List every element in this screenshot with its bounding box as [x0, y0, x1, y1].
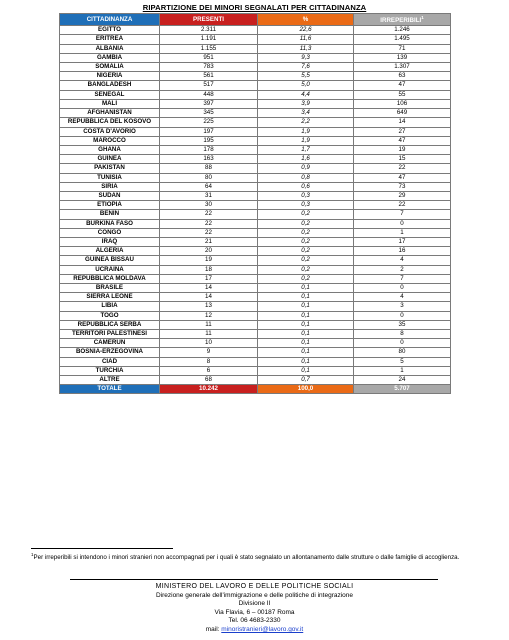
country-cell: MALI: [60, 99, 160, 108]
table-row: [60, 339, 451, 348]
table-row: [60, 219, 451, 228]
present-cell: 12: [160, 311, 258, 320]
mail-label: mail:: [205, 625, 222, 633]
country-cell: MAROCCO: [60, 136, 160, 145]
table-row: [60, 136, 451, 145]
country-cell: ERITREA: [60, 35, 160, 44]
percent-cell: 1,7: [258, 145, 354, 154]
unreachable-cell: 47: [354, 173, 451, 182]
present-cell: 31: [160, 191, 258, 200]
total-present: 10.242: [160, 385, 258, 394]
present-cell: 22: [160, 228, 258, 237]
header-unreachable: [354, 14, 451, 26]
table-row: [60, 265, 451, 274]
present-cell: 64: [160, 182, 258, 191]
country-cell: TUNISIA: [60, 173, 160, 182]
country-cell: TOGO: [60, 311, 160, 320]
country-cell: COSTA D'AVORIO: [60, 127, 160, 136]
table-row: [60, 155, 451, 164]
country-cell: TURCHIA: [60, 366, 160, 375]
percent-cell: 0,3: [258, 191, 354, 200]
unreachable-cell: 1: [354, 228, 451, 237]
country-cell: GUINEA: [60, 155, 160, 164]
percent-cell: 0,8: [258, 173, 354, 182]
table-row: [60, 191, 451, 200]
present-cell: 22: [160, 219, 258, 228]
unreachable-cell: 14: [354, 118, 451, 127]
table-row: [60, 173, 451, 182]
table-row: [60, 145, 451, 154]
percent-cell: 0,3: [258, 201, 354, 210]
footnote-marker: 1: [421, 15, 424, 20]
percent-cell: 0,1: [258, 339, 354, 348]
table-row: [60, 247, 451, 256]
present-cell: 10: [160, 339, 258, 348]
header-country: [60, 14, 160, 26]
percent-cell: 0,2: [258, 274, 354, 283]
country-cell: ALTRE: [60, 375, 160, 384]
present-cell: 17: [160, 274, 258, 283]
country-cell: SIERRA LEONE: [60, 293, 160, 302]
country-cell: SOMALIA: [60, 63, 160, 72]
table-row: [60, 348, 451, 357]
unreachable-cell: 35: [354, 320, 451, 329]
percent-cell: 0,9: [258, 164, 354, 173]
directorate: Direzione generale dell'immigrazione e delle politiche di integrazione: [155, 591, 354, 599]
table-row: [60, 274, 451, 283]
country-cell: GHANA: [60, 145, 160, 154]
table-row: [60, 357, 451, 366]
table-row: [60, 63, 451, 72]
percent-cell: 0,1: [258, 366, 354, 375]
table-row: [60, 90, 451, 99]
present-cell: 397: [160, 99, 258, 108]
table-row: [60, 210, 451, 219]
table-row: [60, 118, 451, 127]
phone: Tel. 06 4683-2330: [228, 617, 281, 625]
footnote-number: 1: [31, 552, 34, 557]
table-row: [60, 81, 451, 90]
present-cell: 1.191: [160, 35, 258, 44]
percent-cell: 5,5: [258, 72, 354, 81]
table-row: [60, 237, 451, 246]
footnote-divider: [31, 548, 173, 549]
unreachable-cell: 4: [354, 256, 451, 265]
unreachable-cell: 7: [354, 274, 451, 283]
present-cell: 6: [160, 366, 258, 375]
present-cell: 1.155: [160, 44, 258, 53]
unreachable-cell: 71: [354, 44, 451, 53]
unreachable-cell: 0: [354, 311, 451, 320]
unreachable-cell: 8: [354, 329, 451, 338]
footer-divider: [70, 579, 438, 580]
present-cell: 2.311: [160, 26, 258, 35]
footnote: [31, 551, 486, 563]
percent-cell: 7,6: [258, 63, 354, 72]
unreachable-cell: 2: [354, 265, 451, 274]
percent-cell: 0,1: [258, 320, 354, 329]
total-label: TOTALE: [60, 385, 160, 394]
table-row: [60, 53, 451, 62]
header-present-label: PRESENTI: [193, 15, 224, 23]
table-row: [60, 366, 451, 375]
country-cell: ALGERIA: [60, 247, 160, 256]
country-cell: GUINEA BISSAU: [60, 256, 160, 265]
percent-cell: 5,0: [258, 81, 354, 90]
country-cell: ALBANIA: [60, 44, 160, 53]
percent-cell: 0,1: [258, 311, 354, 320]
present-cell: 783: [160, 63, 258, 72]
percent-cell: 3,4: [258, 109, 354, 118]
country-cell: CIAD: [60, 357, 160, 366]
table-row: [60, 44, 451, 53]
country-cell: SIRIA: [60, 182, 160, 191]
present-cell: 951: [160, 53, 258, 62]
present-cell: 30: [160, 201, 258, 210]
unreachable-cell: 139: [354, 53, 451, 62]
unreachable-cell: 17: [354, 237, 451, 246]
country-cell: REPUBBLICA SERBA: [60, 320, 160, 329]
percent-cell: 0,1: [258, 348, 354, 357]
header-present: [160, 14, 258, 26]
unreachable-cell: 5: [354, 357, 451, 366]
country-cell: BRASILE: [60, 283, 160, 292]
unreachable-cell: 4: [354, 293, 451, 302]
percent-cell: 11,3: [258, 44, 354, 53]
unreachable-cell: 24: [354, 375, 451, 384]
percent-cell: 0,2: [258, 265, 354, 274]
total-unreachable: 5.707: [354, 385, 451, 394]
percent-cell: 0,1: [258, 293, 354, 302]
country-cell: GAMBIA: [60, 53, 160, 62]
country-cell: REPUBBLICA MOLDAVA: [60, 274, 160, 283]
present-cell: 68: [160, 375, 258, 384]
ministry-name: MINISTERO DEL LAVORO E DELLE POLITICHE SOCIALI: [155, 583, 354, 590]
country-cell: CONGO: [60, 228, 160, 237]
table-row: [60, 72, 451, 81]
percent-cell: 4,4: [258, 90, 354, 99]
present-cell: 11: [160, 329, 258, 338]
unreachable-cell: 19: [354, 145, 451, 154]
percent-cell: 1,6: [258, 155, 354, 164]
present-cell: 20: [160, 247, 258, 256]
table-header-row: [60, 14, 451, 26]
unreachable-cell: 0: [354, 283, 451, 292]
country-cell: PAKISTAN: [60, 164, 160, 173]
present-cell: 163: [160, 155, 258, 164]
percent-cell: 0,2: [258, 256, 354, 265]
percent-cell: 0,1: [258, 302, 354, 311]
country-cell: EGITTO: [60, 26, 160, 35]
footer: [100, 583, 409, 635]
table-row: [60, 164, 451, 173]
country-cell: BENIN: [60, 210, 160, 219]
unreachable-cell: 3: [354, 302, 451, 311]
unreachable-cell: 80: [354, 348, 451, 357]
percent-cell: 0,1: [258, 283, 354, 292]
present-cell: 13: [160, 302, 258, 311]
unreachable-cell: 27: [354, 127, 451, 136]
percent-cell: 0,2: [258, 247, 354, 256]
table-row: [60, 99, 451, 108]
country-cell: IRAQ: [60, 237, 160, 246]
table-row: [60, 109, 451, 118]
table-row: [60, 182, 451, 191]
present-cell: 18: [160, 265, 258, 274]
present-cell: 80: [160, 173, 258, 182]
unreachable-cell: 73: [354, 182, 451, 191]
percent-cell: 0,6: [258, 182, 354, 191]
unreachable-cell: 649: [354, 109, 451, 118]
unreachable-cell: 16: [354, 247, 451, 256]
percent-cell: 11,6: [258, 35, 354, 44]
header-country-label: CITTADINANZA: [86, 15, 133, 23]
table-row: [60, 35, 451, 44]
unreachable-cell: 1.307: [354, 63, 451, 72]
country-cell: REPUBBLICA DEL KOSOVO: [60, 118, 160, 127]
country-cell: SENEGAL: [60, 90, 160, 99]
table-row: [60, 320, 451, 329]
percent-cell: 2,2: [258, 118, 354, 127]
table-row: [60, 201, 451, 210]
unreachable-cell: 106: [354, 99, 451, 108]
table-row: [60, 375, 451, 384]
present-cell: 11: [160, 320, 258, 329]
table-row: [60, 127, 451, 136]
table-row: [60, 26, 451, 35]
unreachable-cell: 47: [354, 81, 451, 90]
present-cell: 9: [160, 348, 258, 357]
unreachable-cell: 15: [354, 155, 451, 164]
page-title: RIPARTIZIONE DEI MINORI SEGNALATI PER CITTADINANZA: [142, 3, 367, 12]
present-cell: 14: [160, 293, 258, 302]
present-cell: 448: [160, 90, 258, 99]
percent-cell: 1,9: [258, 127, 354, 136]
total-percent: 100,0: [258, 385, 354, 394]
unreachable-cell: 47: [354, 136, 451, 145]
unreachable-cell: 29: [354, 191, 451, 200]
table-body: [60, 26, 451, 385]
table-row: [60, 228, 451, 237]
footnote-text: Per irreperibili si intendono i minori stranieri non accompagnati per i quali è stato segnalato un allontanamento dalle strutture o dalle famiglie di accoglienza.: [33, 554, 460, 562]
present-cell: 88: [160, 164, 258, 173]
mail-link[interactable]: minoristranieri@lavoro.gov.it: [221, 625, 304, 633]
unreachable-cell: 55: [354, 90, 451, 99]
division: Divisione II: [238, 600, 271, 608]
present-cell: 197: [160, 127, 258, 136]
unreachable-cell: 22: [354, 164, 451, 173]
mail-line: [100, 626, 409, 635]
country-cell: LIBIA: [60, 302, 160, 311]
percent-cell: 0,7: [258, 375, 354, 384]
table-row: [60, 302, 451, 311]
unreachable-cell: 63: [354, 72, 451, 81]
present-cell: 178: [160, 145, 258, 154]
percent-cell: 0,2: [258, 219, 354, 228]
present-cell: 21: [160, 237, 258, 246]
table-row: [60, 293, 451, 302]
percent-cell: 9,3: [258, 53, 354, 62]
percent-cell: 0,1: [258, 357, 354, 366]
present-cell: 8: [160, 357, 258, 366]
country-cell: BURKINA FASO: [60, 219, 160, 228]
header-percent: [258, 14, 354, 26]
percent-cell: 0,2: [258, 237, 354, 246]
unreachable-cell: 0: [354, 219, 451, 228]
table-row: [60, 311, 451, 320]
table-row: [60, 283, 451, 292]
present-cell: 19: [160, 256, 258, 265]
country-cell: AFGHANISTAN: [60, 109, 160, 118]
country-cell: ETIOPIA: [60, 201, 160, 210]
present-cell: 225: [160, 118, 258, 127]
percent-cell: 0,1: [258, 329, 354, 338]
present-cell: 345: [160, 109, 258, 118]
percent-cell: 3,9: [258, 99, 354, 108]
table-row: [60, 256, 451, 265]
unreachable-cell: 1.246: [354, 26, 451, 35]
unreachable-cell: 1: [354, 366, 451, 375]
country-cell: CAMERUN: [60, 339, 160, 348]
unreachable-cell: 7: [354, 210, 451, 219]
present-cell: 195: [160, 136, 258, 145]
percent-cell: 0,2: [258, 228, 354, 237]
percent-cell: 0,2: [258, 210, 354, 219]
total-row: [60, 385, 451, 394]
table-row: [60, 329, 451, 338]
present-cell: 22: [160, 210, 258, 219]
percent-cell: 22,6: [258, 26, 354, 35]
country-cell: UCRAINA: [60, 265, 160, 274]
present-cell: 14: [160, 283, 258, 292]
citizenship-table: [59, 13, 451, 394]
present-cell: 561: [160, 72, 258, 81]
header-percent-label: %: [302, 15, 309, 23]
country-cell: SUDAN: [60, 191, 160, 200]
header-unreachable-label: IRREPERIBILI: [380, 17, 422, 25]
country-cell: NIGERIA: [60, 72, 160, 81]
percent-cell: 1,9: [258, 136, 354, 145]
address: Via Flavia, 6 – 00187 Roma: [214, 608, 295, 616]
country-cell: TERRITORI PALESTINESI: [60, 329, 160, 338]
unreachable-cell: 22: [354, 201, 451, 210]
country-cell: BANGLADESH: [60, 81, 160, 90]
present-cell: 517: [160, 81, 258, 90]
unreachable-cell: 1.495: [354, 35, 451, 44]
unreachable-cell: 0: [354, 339, 451, 348]
country-cell: BOSNIA-ERZEGOVINA: [60, 348, 160, 357]
